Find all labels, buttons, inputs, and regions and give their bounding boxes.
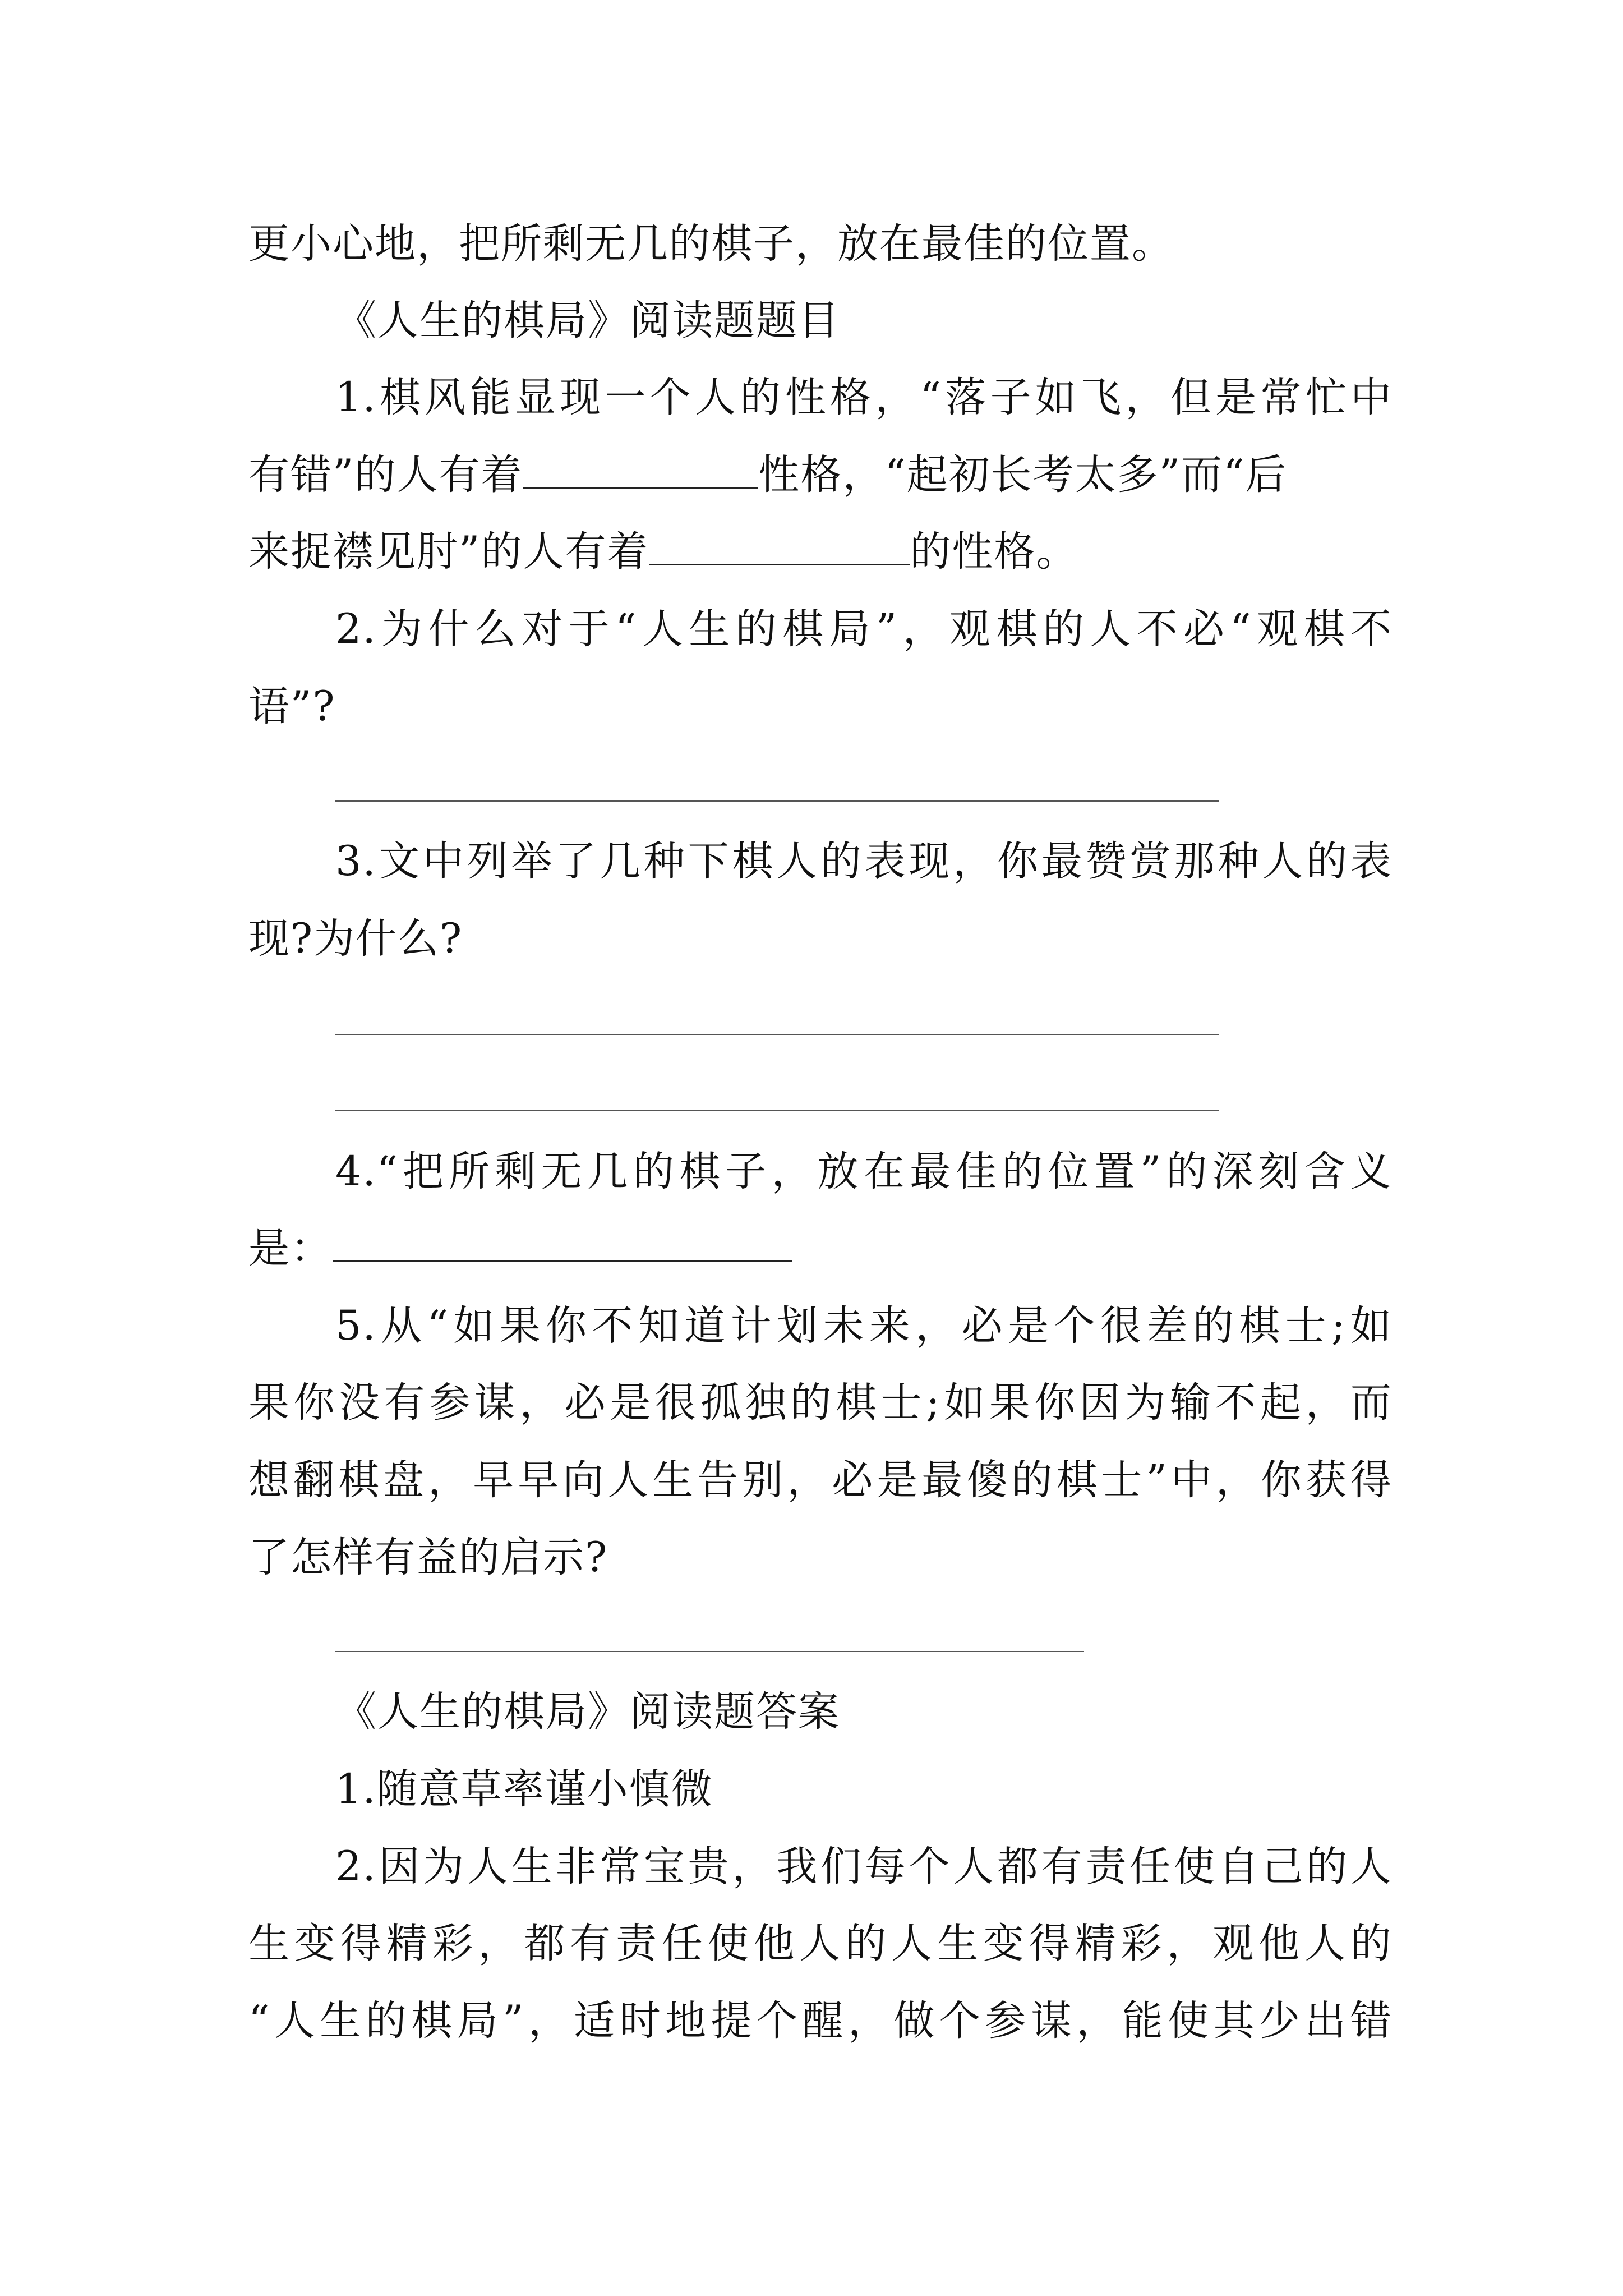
question-1-line-2 bbox=[248, 447, 1393, 503]
answer-2-line-3: “人生的棋局”，适时地提个醒，做个参谋，能使其少出错 bbox=[248, 1997, 1393, 2045]
answer-blank[interactable] bbox=[649, 524, 910, 565]
question-3-line-1: 3.文中列举了几种下棋人的表现，你最赞赏那种人的表 bbox=[335, 838, 1393, 885]
question-1-line-3 bbox=[248, 524, 1393, 580]
text-fragment: 有错”的人有着 bbox=[248, 451, 523, 499]
question-1-line-1: 1.棋风能显现一个人的性格，“落子如飞，但是常忙中 bbox=[335, 374, 1393, 421]
text-fragment: 的性格。 bbox=[910, 528, 1078, 576]
question-5-line-2: 果你没有参谋，必是很孤独的棋士;如果你因为输不起，而 bbox=[248, 1379, 1393, 1427]
text-fragment: 是： bbox=[248, 1225, 333, 1272]
answer-line[interactable] bbox=[335, 1034, 1219, 1035]
text-line: 更小心地，把所剩无几的棋子，放在最佳的位置。 bbox=[248, 220, 1174, 268]
answer-1: 1.随意草率谨小慎微 bbox=[335, 1765, 713, 1813]
question-2-line-1: 2.为什么对于“人生的棋局”，观棋的人不必“观棋不 bbox=[335, 605, 1393, 653]
answer-line[interactable] bbox=[335, 1110, 1219, 1111]
answers-heading: 《人生的棋局》阅读题答案 bbox=[335, 1688, 840, 1736]
text-fragment: 性格，“起初长考太多”而“后 bbox=[758, 451, 1288, 499]
question-5-line-4: 了怎样有益的启示? bbox=[248, 1534, 608, 1581]
answer-blank[interactable] bbox=[523, 448, 758, 489]
answer-line[interactable] bbox=[335, 800, 1219, 802]
question-5-line-3: 想翻棋盘，早早向人生告别，必是最傻的棋士”中，你获得 bbox=[248, 1456, 1393, 1504]
question-3-line-2: 现?为什么? bbox=[248, 915, 463, 963]
questions-heading: 《人生的棋局》阅读题题目 bbox=[335, 297, 840, 344]
answer-blank[interactable] bbox=[333, 1221, 792, 1262]
question-4-line-2 bbox=[248, 1221, 1393, 1277]
answer-2-line-1: 2.因为人生非常宝贵，我们每个人都有责任使自己的人 bbox=[335, 1843, 1393, 1890]
question-5-line-1: 5.从“如果你不知道计划未来，必是个很差的棋士;如 bbox=[335, 1302, 1393, 1350]
text-fragment: 来捉襟见肘”的人有着 bbox=[248, 528, 649, 576]
question-4-line-1: 4.“把所剩无几的棋子，放在最佳的位置”的深刻含义 bbox=[335, 1148, 1393, 1195]
answer-2-line-2: 生变得精彩，都有责任使他人的人生变得精彩，观他人的 bbox=[248, 1920, 1393, 1967]
answer-line[interactable] bbox=[335, 1651, 1084, 1652]
question-2-line-2: 语”? bbox=[248, 683, 336, 730]
